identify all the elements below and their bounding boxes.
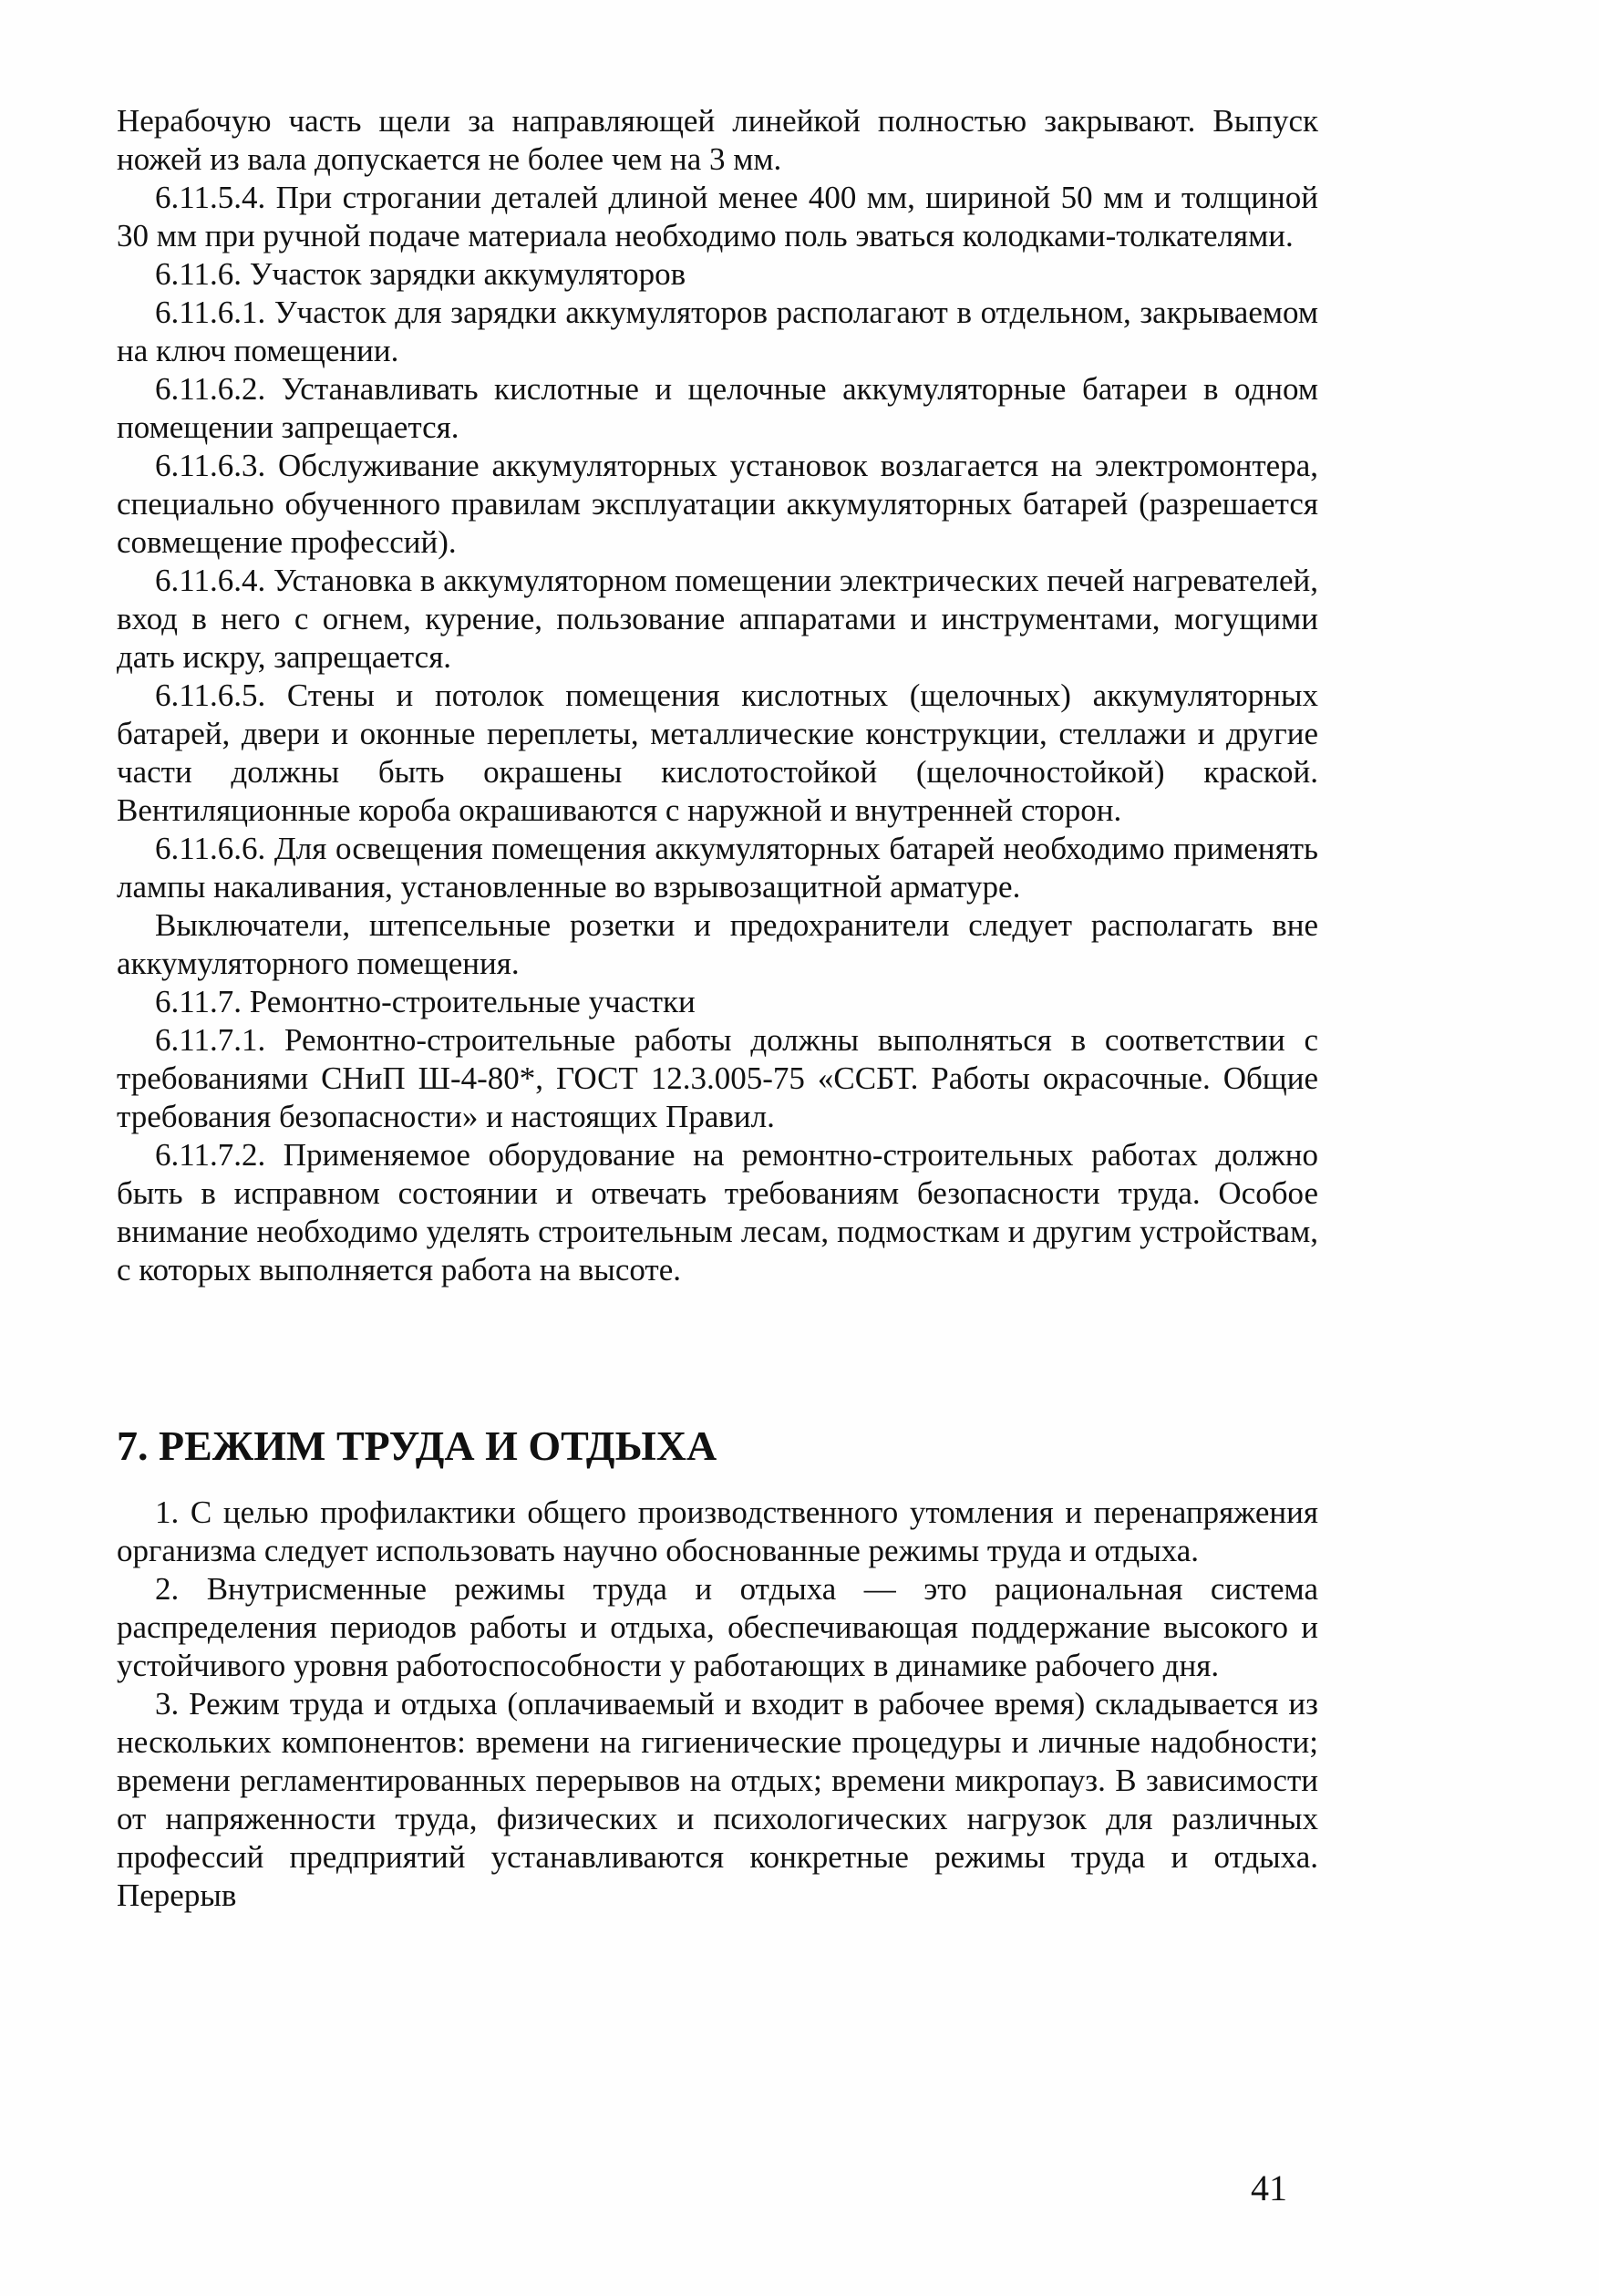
paragraph: 6.11.6.4. Установка в аккумуляторном помещении электрических печей нагревателей, вход в него с огнем, курение, пользование аппаратами и инструментами, могущими дать искру, запрещается. — [117, 563, 1318, 675]
paragraph: 6.11.7.1. Ремонтно-строительные работы должны выполняться в соответствии с требованиями СНиП Ш-4-80*, ГОСТ 12.3.005-75 «ССБТ. Работы окрасочные. Общие требования безопасности» и настоящих Правил. — [117, 1022, 1318, 1134]
body-text-bottom — [117, 1494, 1318, 1915]
section-heading: 7. РЕЖИМ ТРУДА И ОТДЫХА — [117, 1422, 717, 1469]
body-text-top — [117, 102, 1318, 1289]
paragraph: 6.11.5.4. При строгании деталей длиной менее 400 мм, шириной 50 мм и толщиной 30 мм при ручной подаче материала необходимо поль эваться колодками-толкателями. — [117, 180, 1318, 253]
paragraph: 2. Внутрисменные режимы труда и отдыха — это рациональная система распределения периодов работы и отдыха, обеспечивающая поддержание высокого и устойчивого уровня работоспособности у работающих в динамике рабочего дня. — [117, 1571, 1318, 1683]
paragraph: 6.11.6.2. Устанавливать кислотные и щелочные аккумуляторные батареи в одном помещении запрещается. — [117, 371, 1318, 445]
page-number: 41 — [1251, 2167, 1287, 2208]
paragraph: 6.11.6.3. Обслуживание аккумуляторных установок возлагается на электромонтера, специально обученного правилам эксплуатации аккумуляторных батарей (разрешается совмещение профессий). — [117, 448, 1318, 560]
paragraph: Выключатели, штепсельные розетки и предохранители следует располагать вне аккумуляторного помещения. — [117, 907, 1318, 981]
paragraph: Нерабочую часть щели за направляющей линейкой полностью закрывают. Выпуск ножей из вала допускается не более чем на 3 мм. — [117, 103, 1318, 177]
paragraph: 3. Режим труда и отдыха (оплачиваемый и входит в рабочее время) складывается из нескольких компонентов: времени на гигиенические процедуры и личные надобности; времени регламентированных перерывов на отдых; времени микропауз. В зависимости от напряженности труда, физических и психологических нагрузок для различных профессий предприятий устанавливаются конкретные режимы труда и отдыха. Перерыв — [117, 1686, 1318, 1913]
paragraph: 6.11.6.5. Стены и потолок помещения кислотных (щелочных) аккумуляторных батарей, двери и оконные переплеты, металлические конструкции, стеллажи и другие части должны быть окрашены кислотостойкой (щелочностойкой) краской. Вентиляционные короба окрашиваются с наружной и внутренней сторон. — [117, 677, 1318, 828]
paragraph: 6.11.7. Ремонтно-строительные участки — [155, 984, 696, 1019]
paragraph: 6.11.7.2. Применяемое оборудование на ремонтно-строительных работах должно быть в исправном состоянии и отвечать требованиям безопасности труда. Особое внимание необходимо уделять строительным лесам, подмосткам и другим устройствам, с которых выполняется работа на высоте. — [117, 1137, 1318, 1288]
paragraph: 6.11.6.1. Участок для зарядки аккумуляторов располагают в отдельном, закрываемом на ключ помещении. — [117, 295, 1318, 368]
paragraph: 6.11.6. Участок зарядки аккумуляторов — [155, 256, 686, 292]
paragraph: 6.11.6.6. Для освещения помещения аккумуляторных батарей необходимо применять лампы накаливания, установленные во взрывозащитной арматуре. — [117, 831, 1318, 905]
paragraph: 1. С целью профилактики общего производственного утомления и перенапряжения организма следует использовать научно обоснованные режимы труда и отдыха. — [117, 1494, 1318, 1568]
